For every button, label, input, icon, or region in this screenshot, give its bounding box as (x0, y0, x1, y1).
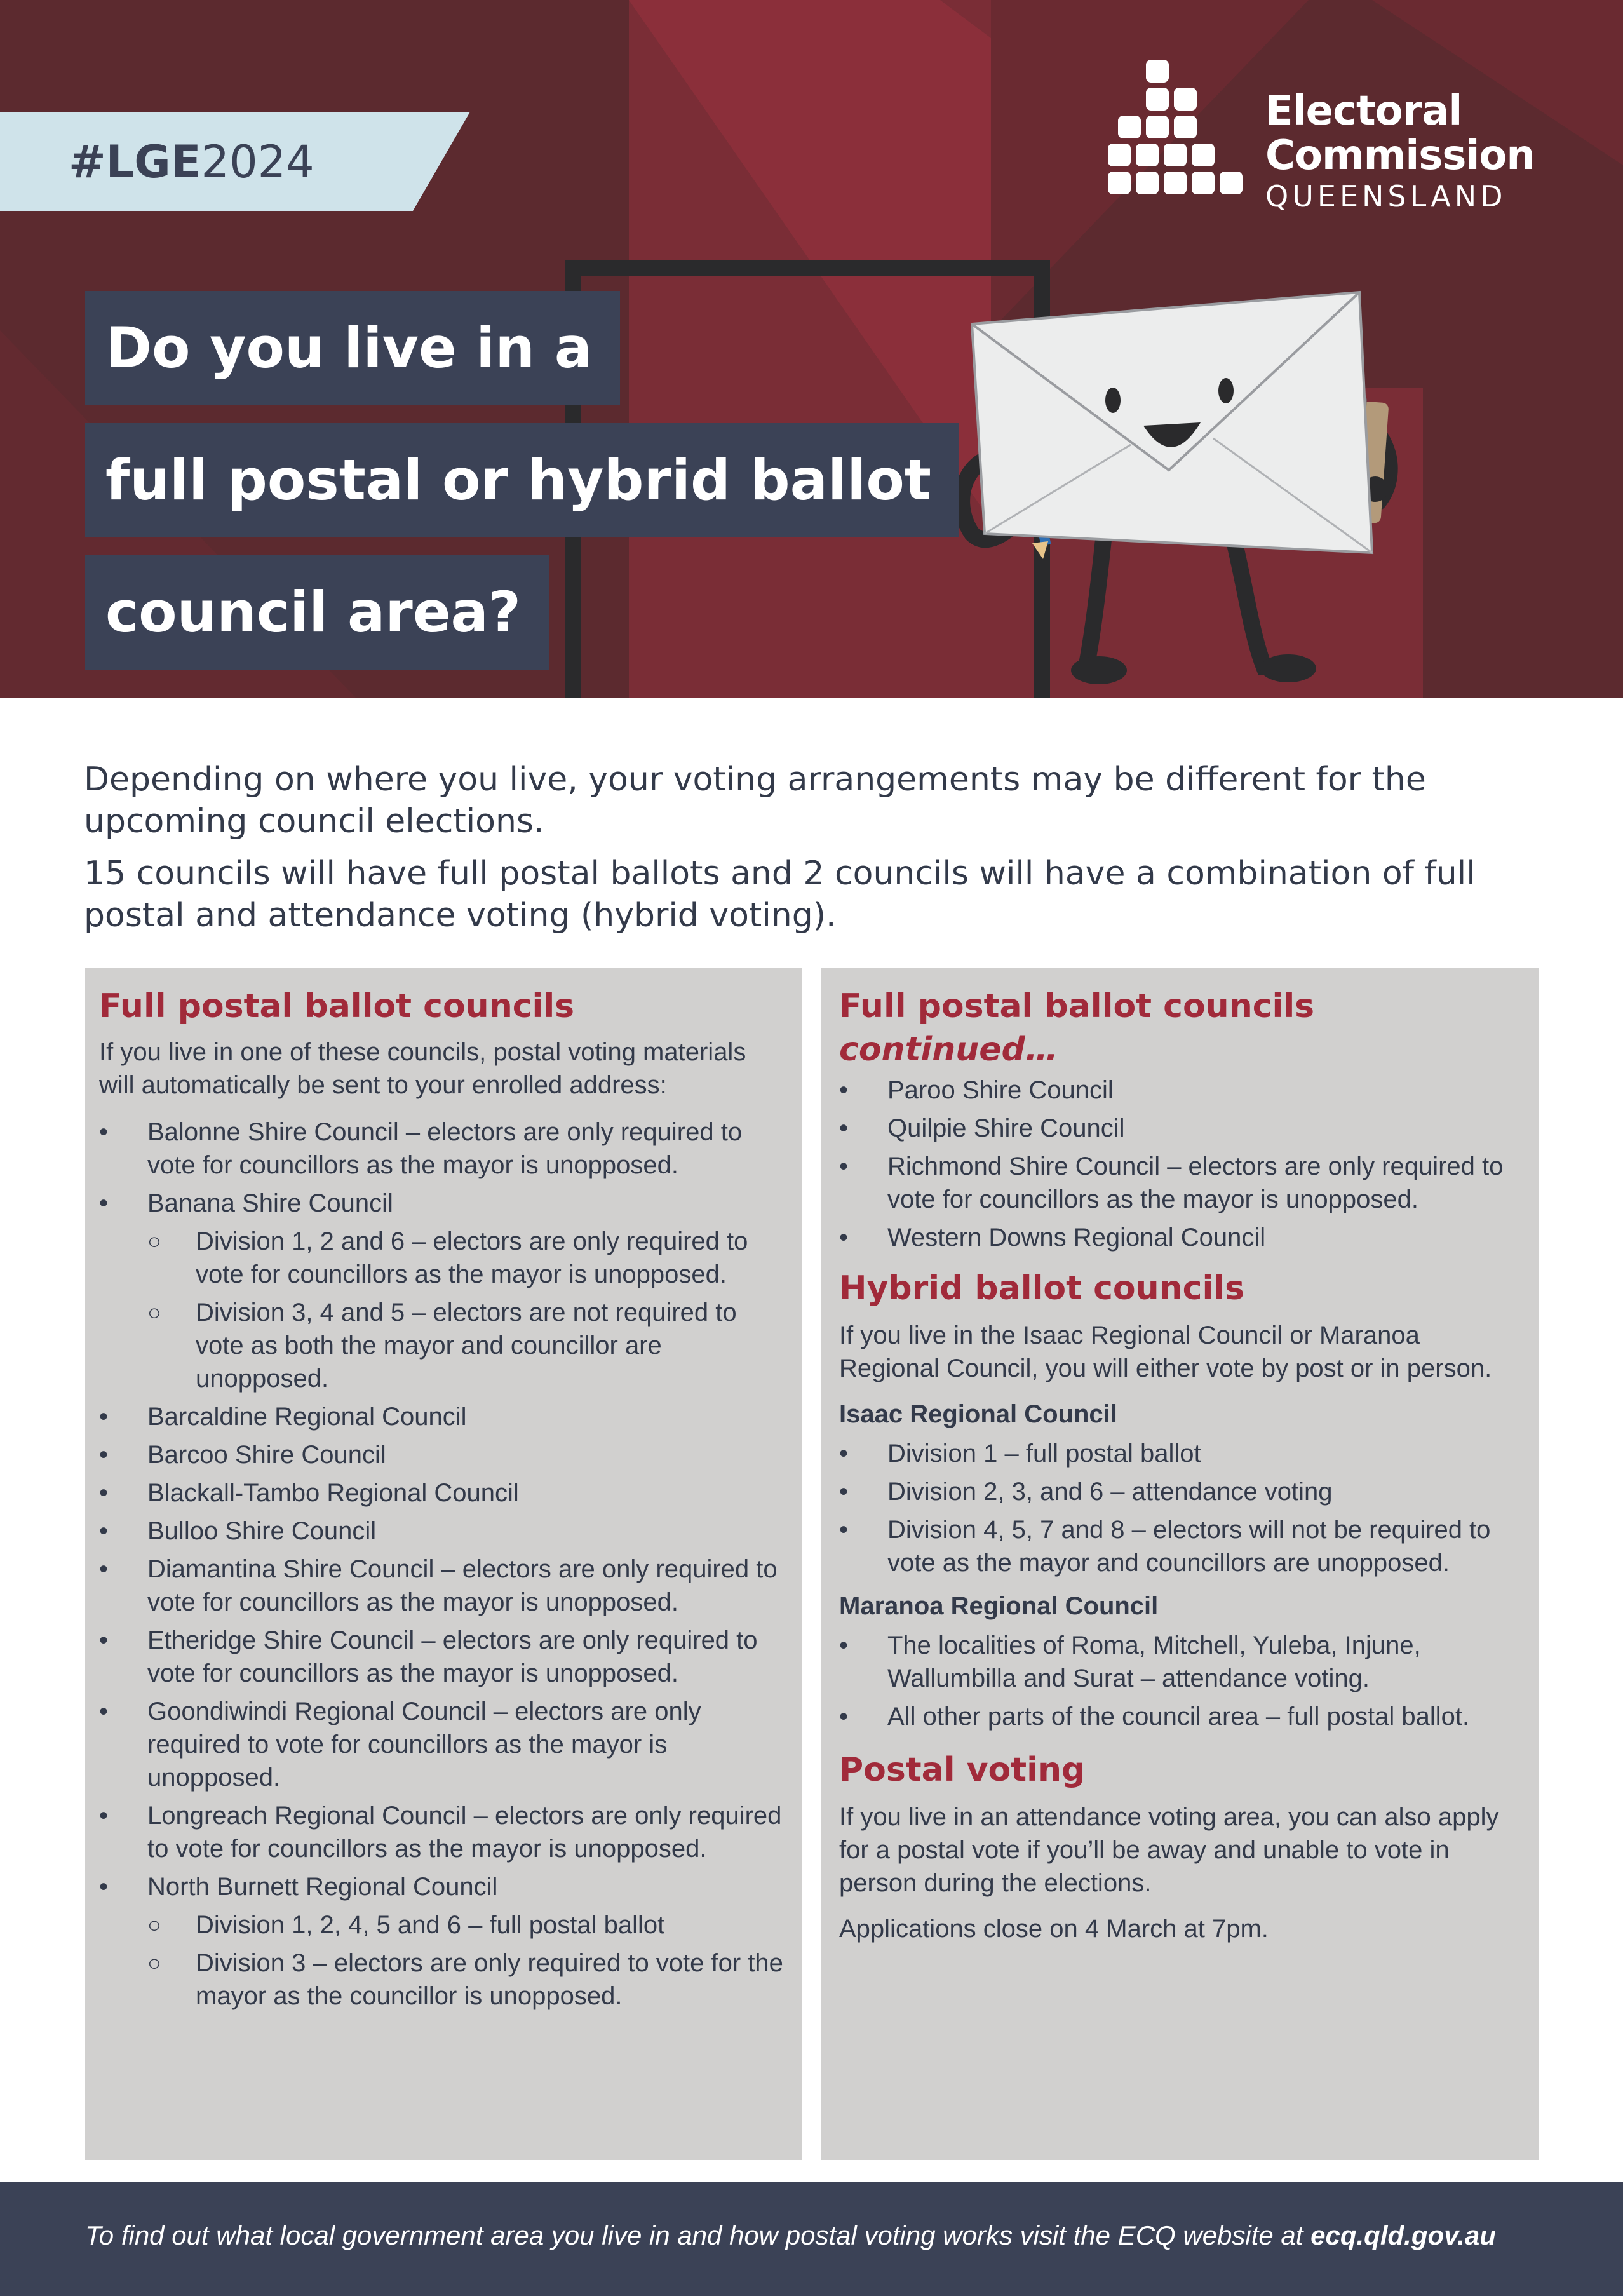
list-item: • Etheridge Shire Council – electors are only required to vote for councillors as the mayor is unopposed. (99, 1626, 758, 1687)
maranoa-heading: Maranoa Regional Council (839, 1592, 1159, 1620)
applications-close: Applications close on 4 March at 7pm. (839, 1915, 1269, 1943)
full-postal-heading: Full postal ballot councils (99, 987, 575, 1025)
isaac-heading: Isaac Regional Council (839, 1400, 1117, 1428)
ecq-logo-icon (1108, 60, 1248, 212)
list-item: • Balonne Shire Council – electors are only required to vote for councillors as the mayor is unopposed. (99, 1118, 743, 1179)
footer-banner (0, 2182, 1623, 2296)
list-item: • Paroo Shire Council (839, 1076, 1114, 1104)
isaac-list (839, 1437, 1524, 1579)
maranoa-list (839, 1629, 1524, 1733)
intro-paragraph-2: 15 councils will have full postal ballots and 2 councils will have a combination of full postal and attendance voting (hybrid voting). (84, 854, 1476, 935)
list-item: • Division 1 – full postal ballot (839, 1440, 1201, 1468)
header-banner (0, 0, 1623, 698)
list-item: • Quilpie Shire Council (839, 1114, 1125, 1142)
list-item: • Richmond Shire Council – electors are only required to vote for councillors as the mayor is unopposed. (839, 1152, 1504, 1213)
list-item: • Longreach Regional Council – electors are only required to vote for councillors as the mayor is unopposed. (99, 1802, 782, 1863)
title-line-3: council area? (85, 555, 549, 670)
logo-line-1: Electoral (1265, 88, 1462, 135)
list-item: • North Burnett Regional Council ○ Division 1, 2, 4, 5 and 6 – full postal ballot ○ Division 3 – electors are only required to vote for the mayor as the councillor is unopposed. (99, 1870, 786, 2013)
postal-voting-paragraph: If you live in an attendance voting area, you can also apply for a postal vote if you’ll be away and unable to vote in person during the elections. (839, 1803, 1499, 1897)
list-item: • Diamantina Shire Council – electors are only required to vote for councillors as the mayor is unopposed. (99, 1555, 778, 1616)
logo-line-3: QUEENSLAND (1265, 179, 1507, 213)
title-line-1: Do you live in a (85, 291, 620, 405)
hashtag-label: #LGE2024 (69, 136, 314, 188)
list-item: • Barcoo Shire Council (99, 1441, 386, 1469)
logo-line-2: Commission (1265, 132, 1535, 179)
hybrid-intro: If you live in the Isaac Regional Council or Maranoa Regional Council, you will either vote by post or in person. (839, 1321, 1492, 1382)
continued-list (839, 1074, 1524, 1254)
ecq-website-link[interactable]: ecq.qld.gov.au (1310, 2220, 1496, 2250)
full-postal-intro: If you live in one of these councils, postal voting materials will automatically be sent to your enrolled address: (99, 1038, 746, 1099)
title-line-2: full postal or hybrid ballot (85, 423, 959, 537)
continued-panel (821, 968, 1539, 2160)
continued-heading: Full postal ballot councils continued… (839, 987, 1315, 1069)
hybrid-heading: Hybrid ballot councils (839, 1269, 1245, 1307)
full-postal-list (99, 1116, 786, 2013)
full-postal-panel (85, 968, 802, 2160)
list-item: • Division 2, 3, and 6 – attendance voting (839, 1478, 1333, 1506)
footer-text: To find out what local government area you live in and how postal voting works visit the ECQ website at ecq.qld.gov.au (85, 2220, 1496, 2250)
list-item: • The localities of Roma, Mitchell, Yuleba, Injune, Wallumbilla and Surat – attendance voting. (839, 1631, 1421, 1692)
list-item: • Western Downs Regional Council (839, 1224, 1266, 1252)
ecq-logo-wordmark (1265, 89, 1535, 215)
list-item: • All other parts of the council area – full postal ballot. (839, 1703, 1470, 1731)
sub-list-item: ○ Division 1, 2 and 6 – electors are only required to vote for councillors as the mayor is unopposed. (147, 1227, 748, 1288)
list-item: • Goondiwindi Regional Council – electors are only required to vote for councillors as the mayor is unopposed. (99, 1698, 701, 1792)
list-item: • Bulloo Shire Council (99, 1517, 377, 1545)
intro-paragraph-1: Depending on where you live, your voting arrangements may be different for the upcoming council elections. (84, 760, 1426, 841)
list-item: • Blackall-Tambo Regional Council (99, 1479, 519, 1507)
sub-list-item: ○ Division 3 – electors are only required to vote for the mayor as the councillor is unopposed. (147, 1949, 783, 2010)
list-item: • Division 4, 5, 7 and 8 – electors will not be required to vote as the mayor and councillors are unopposed. (839, 1516, 1491, 1577)
postal-voting-heading: Postal voting (839, 1751, 1086, 1789)
list-item: • Banana Shire Council ○ Division 1, 2 and 6 – electors are only required to vote for councillors as the mayor is unopposed. ○ Division 3, 4 and 5 – electors are not required to vote as both the mayor and councillor are unopposed. (99, 1187, 786, 1395)
sub-list-item: ○ Division 3, 4 and 5 – electors are not required to vote as both the mayor and councillor are unopposed. (147, 1299, 737, 1393)
list-item: • Barcaldine Regional Council (99, 1403, 467, 1431)
sub-list-item: ○ Division 1, 2, 4, 5 and 6 – full postal ballot (147, 1911, 665, 1939)
